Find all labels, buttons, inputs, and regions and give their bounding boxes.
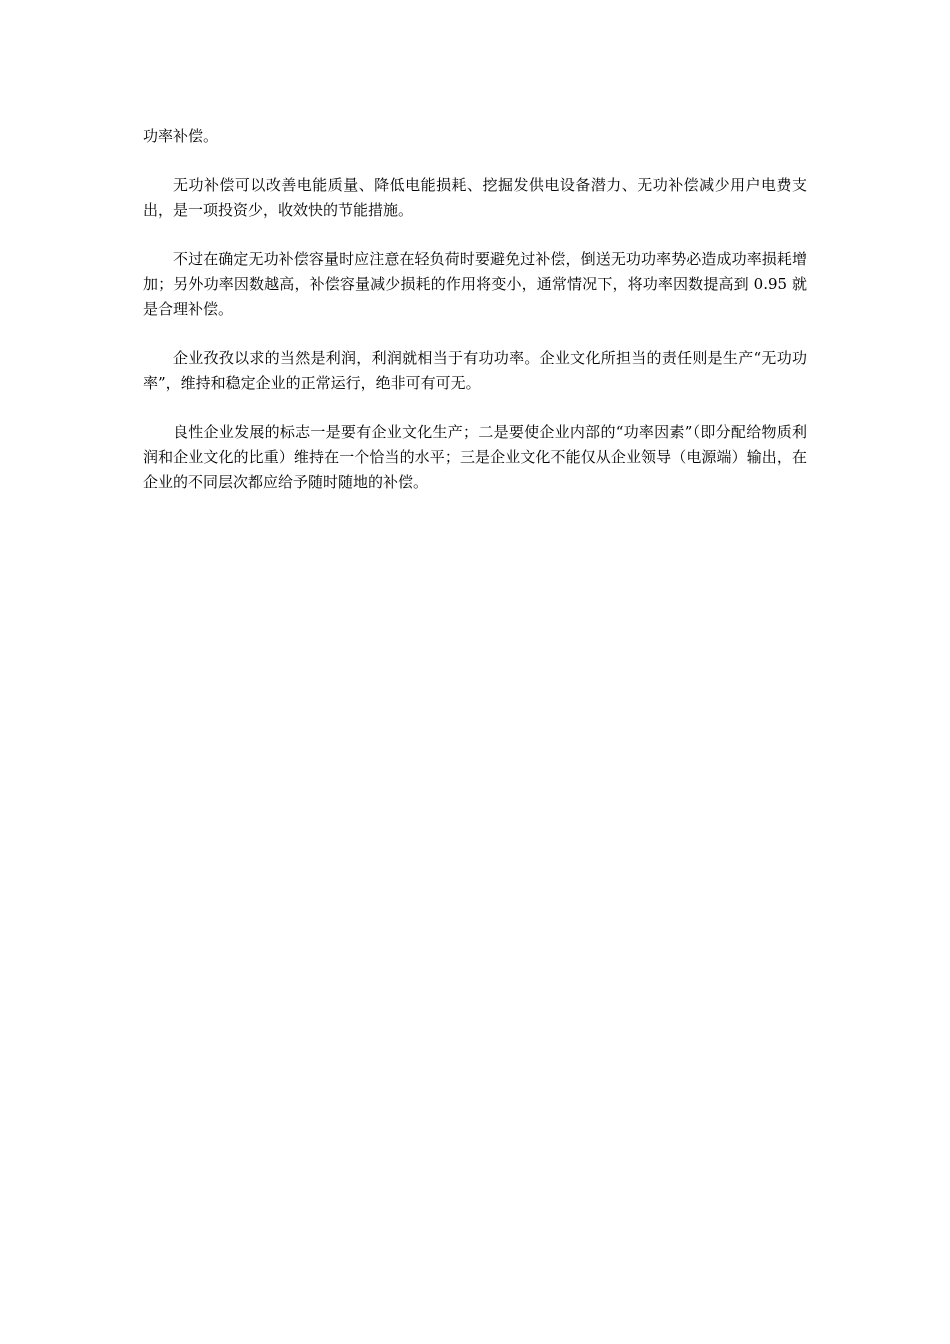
paragraph-continuation: 功率补偿。: [143, 127, 219, 145]
paragraph-compensation-capacity: 不过在确定无功补偿容量时应注意在轻负荷时要避免过补偿，倒送无功功率势必造成功率损耗增加；另外功率因数越高，补偿容量减少损耗的作用将变小，通常情况下，将功率因数提高到 0.95 就是合理补偿。: [143, 250, 807, 318]
document-body: [143, 124, 807, 519]
paragraph-enterprise-development: 良性企业发展的标志一是要有企业文化生产；二是要使企业内部的“功率因素”（即分配给物质利润和企业文化的比重）维持在一个恰当的水平；三是企业文化不能仅从企业领导（电源端）输出，在企业的不同层次都应给予随时随地的补偿。: [143, 423, 807, 491]
paragraph-reactive-compensation-benefits: 无功补偿可以改善电能质量、降低电能损耗、挖掘发供电设备潜力、无功补偿减少用户电费支出，是一项投资少，收效快的节能措施。: [143, 176, 807, 219]
paragraph-enterprise-profit: 企业孜孜以求的当然是利润，利润就相当于有功功率。企业文化所担当的责任则是生产“无功功率”，维持和稳定企业的正常运行，绝非可有可无。: [143, 349, 807, 392]
